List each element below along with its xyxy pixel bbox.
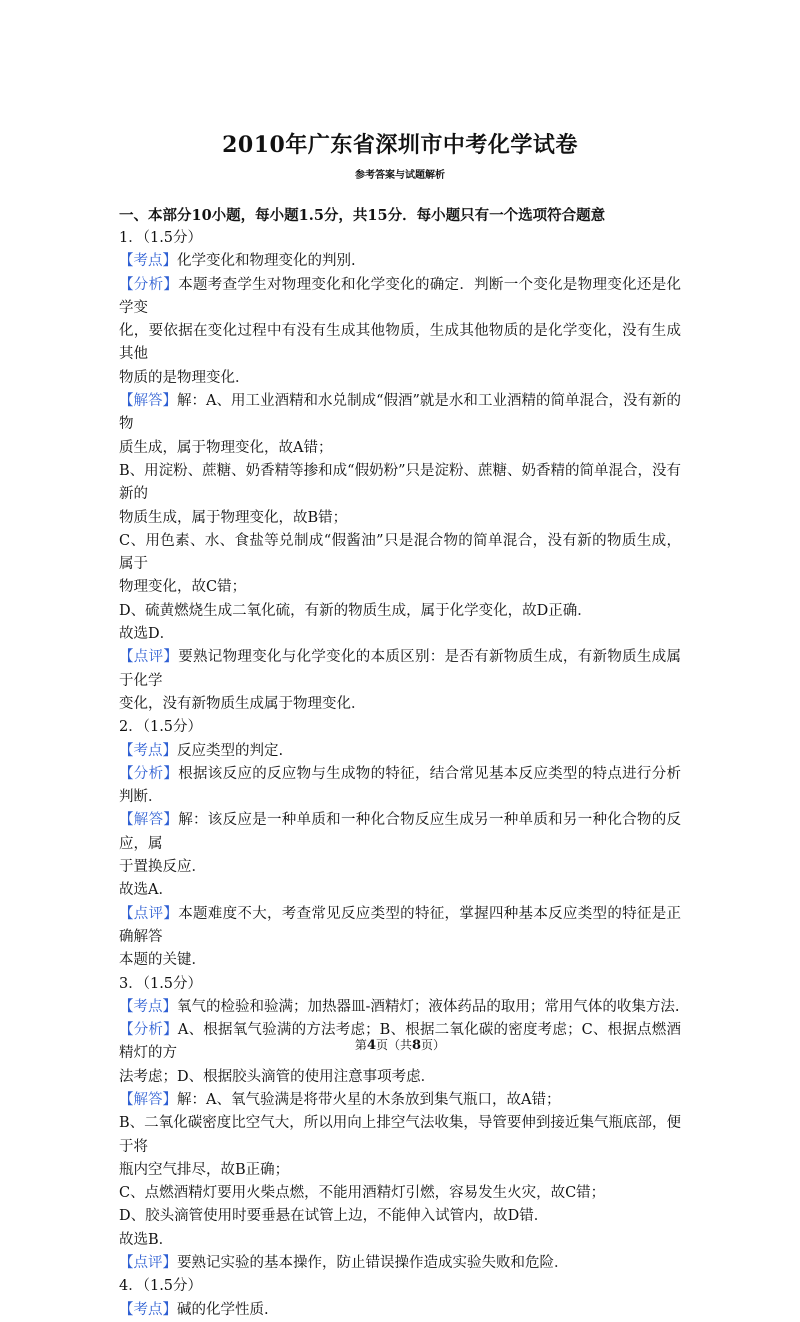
- line-text: D、胶头滴管使用时要垂悬在试管上边，不能伸入试管内，故D错．: [119, 1208, 549, 1225]
- text-line: [119, 1205, 681, 1228]
- text-line: [119, 740, 681, 763]
- line-text: 故选A．: [119, 882, 173, 899]
- line-text: 解：A、用工业酒精和水兑制成“假酒”就是水和工业酒精的简单混合，没有新的物: [119, 393, 682, 433]
- line-text: 本题的关键．: [119, 952, 206, 969]
- text-line: [119, 879, 681, 902]
- text-line: [119, 274, 681, 321]
- text-line: [119, 949, 681, 972]
- text-line: [119, 1229, 681, 1252]
- text-line: [119, 1275, 681, 1298]
- text-line: [119, 390, 681, 437]
- section-tag: 【考点】: [119, 253, 177, 270]
- section-heading: 一、本部分10小题，每小题1.5分，共15分．每小题只有一个选项符合题意: [119, 207, 606, 224]
- section-tag: 【考点】: [119, 998, 177, 1015]
- line-text: 1．（1.5分）: [119, 230, 203, 246]
- page-subtitle: 参考答案与试题解析: [355, 170, 445, 181]
- text-line: [119, 693, 681, 716]
- line-text: 解：A、氧气验满是将带火星的木条放到集气瓶口，故A错；: [177, 1091, 561, 1108]
- footer-prefix: 第: [354, 1038, 367, 1052]
- text-line: [119, 227, 681, 250]
- text-line: [119, 460, 681, 507]
- section-tag: 【解答】: [119, 812, 179, 829]
- answer-content: [119, 227, 681, 1322]
- footer-mid: 页（共: [375, 1038, 412, 1052]
- section-tag: 【解答】: [119, 1091, 177, 1108]
- line-text: B、用淀粉、蔗糖、奶香精等掺和成“假奶粉”只是淀粉、蔗糖、奶香精的简单混合，没有新的: [119, 462, 681, 503]
- text-line: [119, 250, 681, 273]
- line-text: 故选B．: [119, 1231, 174, 1248]
- line-text: 质生成，属于物理变化，故A错；: [119, 439, 333, 456]
- line-text: 碱的化学性质.: [177, 1301, 269, 1318]
- text-line: [119, 716, 681, 739]
- text-line: [119, 856, 681, 879]
- line-text: 要熟记实验的基本操作，防止错误操作造成实验失败和危险．: [177, 1255, 569, 1272]
- text-line: [119, 1252, 681, 1275]
- page-title: 2010年广东省深圳市中考化学试卷: [222, 132, 578, 158]
- text-line: [119, 1089, 681, 1112]
- line-text: 3．（1.5分）: [119, 975, 203, 992]
- text-line: [119, 437, 681, 460]
- section-tag: 【点评】: [119, 905, 179, 922]
- text-line: [119, 576, 681, 599]
- section-tag: 【解答】: [119, 393, 178, 410]
- page-footer: [0, 1036, 800, 1053]
- line-text: C、点燃酒精灯要用火柴点燃，不能用酒精灯引燃，容易发生火灾，故C错；: [119, 1185, 606, 1202]
- line-text: 瓶内空气排尽，故B正确；: [119, 1161, 290, 1178]
- line-text: 2．（1.5分）: [119, 719, 203, 736]
- text-line: [119, 507, 681, 530]
- text-line: [119, 1112, 681, 1159]
- section-tag: 【考点】: [119, 1301, 177, 1318]
- text-line: [119, 623, 681, 646]
- line-text: 本题难度不大，考查常见反应类型的特征，掌握四种基本反应类型的特征是正确解答: [119, 905, 682, 945]
- line-text: 法考虑；D、根据胶头滴管的使用注意事项考虑．: [119, 1068, 436, 1085]
- text-line: [119, 320, 681, 367]
- text-line: [119, 367, 681, 390]
- section-tag: 【分析】: [119, 1022, 178, 1039]
- line-text: 反应类型的判定.: [177, 742, 284, 759]
- line-text: 物理变化，故C错；: [119, 579, 247, 596]
- line-text: 要熟记物理变化与化学变化的本质区别：是否有新物质生成，有新物质生成属于化学: [119, 649, 682, 689]
- text-line: [119, 600, 681, 623]
- text-line: [119, 646, 681, 693]
- line-text: 故选D．: [119, 626, 175, 643]
- section-tag: 【分析】: [119, 276, 179, 293]
- text-line: [119, 809, 681, 856]
- text-line: [119, 1182, 681, 1205]
- text-line: [119, 1066, 681, 1089]
- section-tag: 【点评】: [119, 1255, 177, 1272]
- line-text: D、硫黄燃烧生成二氧化硫，有新的物质生成，属于化学变化，故D正确．: [119, 602, 592, 619]
- line-text: 变化，没有新物质生成属于物理变化．: [119, 695, 366, 712]
- line-text: 氧气的检验和验满；加热器皿-酒精灯；液体药品的取用；常用气体的收集方法.: [177, 998, 680, 1015]
- line-text: 根据该反应的反应物与生成物的特征，结合常见基本反应类型的特点进行分析判断．: [119, 765, 682, 806]
- text-line: [119, 1159, 681, 1182]
- text-line: [119, 530, 681, 577]
- text-line: [119, 1299, 681, 1322]
- text-line: [119, 903, 681, 950]
- section-tag: 【点评】: [119, 649, 179, 666]
- footer-suffix: 页）: [421, 1038, 446, 1052]
- section-tag: 【分析】: [119, 765, 179, 782]
- line-text: 物质的是物理变化．: [119, 369, 250, 386]
- line-text: 于置换反应．: [119, 859, 206, 876]
- section-tag: 【考点】: [119, 742, 177, 759]
- line-text: 化学变化和物理变化的判别.: [177, 253, 356, 270]
- line-text: 解：该反应是一种单质和一种化合物反应生成另一种单质和另一种化合物的反应，属: [119, 812, 682, 852]
- line-text: A、根据氧气验满的方法考虑；B、根据二氧化碳的密度考虑；C、根据点燃酒精灯的方: [119, 1022, 682, 1062]
- line-text: 本题考查学生对物理变化和化学变化的确定．判断一个变化是物理变化还是化学变: [119, 276, 682, 316]
- text-line: [119, 763, 681, 810]
- line-text: 化，要依据在变化过程中有没有生成其他物质，生成其他物质的是化学变化，没有生成其他: [119, 323, 681, 363]
- line-text: 4．（1.5分）: [119, 1278, 203, 1295]
- line-text: C、用色素、水、食盐等兑制成“假酱油”只是混合物的简单混合，没有新的物质生成，属于: [119, 532, 681, 573]
- line-text: 物质生成，属于物理变化，故B错；: [119, 509, 348, 526]
- footer-page-number: 4: [366, 1038, 376, 1053]
- text-line: [119, 973, 681, 996]
- footer-total-pages: 8: [412, 1038, 422, 1053]
- line-text: B、二氧化碳密度比空气大，所以用向上排空气法收集，导管要伸到接近集气瓶底部，便于将: [119, 1115, 681, 1155]
- text-line: [119, 996, 681, 1019]
